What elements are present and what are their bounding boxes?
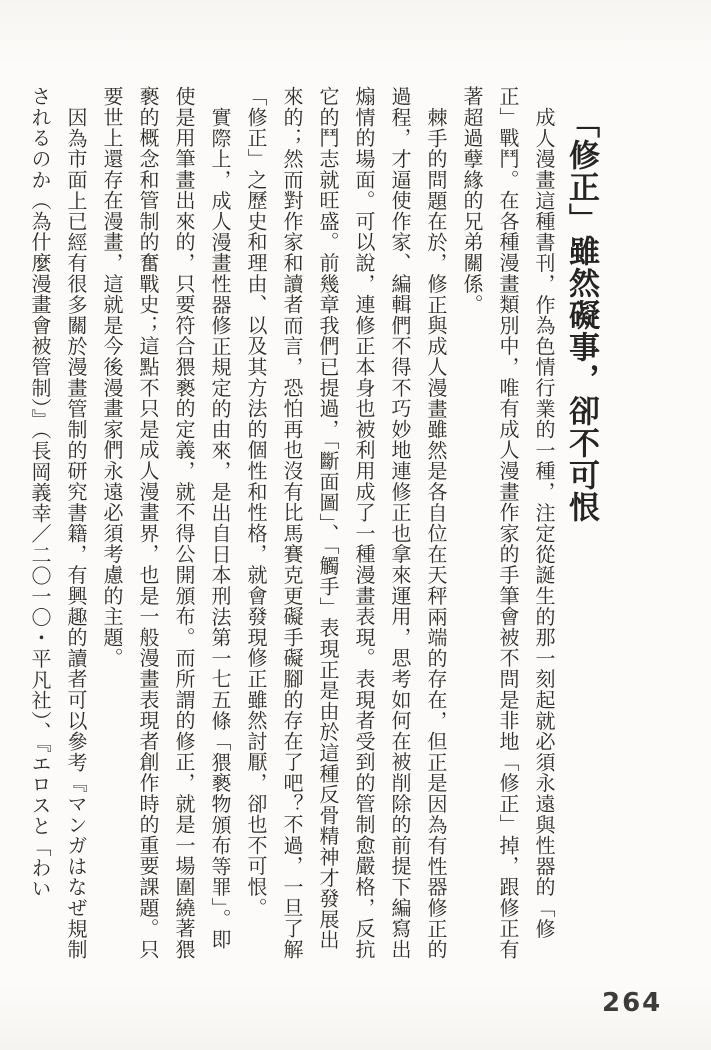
article-body: [21, 86, 621, 964]
page-number: 264: [602, 988, 663, 1018]
chapter-title: 「修正」雖然礙事，卻不可恨: [564, 107, 599, 523]
body-paragraph-4: 因為市面上已經有很多關於漫畫管制的研究書籍，有興趣的讀者可以參考『マンガはなぜ規制されるのか（為什麼漫畫會被管制）』（長岡義幸／二〇一〇・平凡社）、『エロスと「わい: [28, 86, 86, 960]
body-paragraph-1: 成人漫畫這種書刊，作為色情行業的一種，注定從誕生的那一刻起就必須永遠與性器的「修正」戰鬥。在各種漫畫類別中，唯有成人漫畫作家的手筆會被不問是非地「修正」掉，跟修正有著超過孽緣的兄弟關係。: [460, 86, 554, 960]
body-paragraph-3: 實際上，成人漫畫性器修正規定的由來，是出自日本刑法第一七五條「猥褻物頒布等罪」。即使是用筆畫出來的，只要符合猥褻的定義，就不得公開頒布。而所謂的修正，就是一場圍繞著猥褻的概念和管制的奮戰史；這點不只是成人漫畫界，也是一般漫畫表現者創作時的重要課題。只要世上還存在漫畫，這就是今後漫畫家們永遠必須考慮的主題。: [100, 86, 230, 960]
body-paragraph-2: 棘手的問題在於，修正與成人漫畫雖然是各自位在天秤兩端的存在，但正是因為有性器修正的過程，才逼使作家、編輯們不得不巧妙地連修正也拿來運用，思考如何在被削除的前提下編寫出煽情的場面。可以說，連修正本身也被利用成了一種漫畫表現。表現者受到的管制愈嚴格，反抗它的鬥志就旺盛。前幾章我們已提過，「斷面圖」、「觸手」表現正是由於這種反骨精神才發展出來的；然而對作家和讀者而言，恐怕再也沒有比馬賽克更礙手礙腳的存在了吧？不過，一旦了解「修正」之歷史和理由、以及其方法的個性和性格，就會發現修正雖然討厭，卻也不可恨。: [244, 86, 446, 960]
